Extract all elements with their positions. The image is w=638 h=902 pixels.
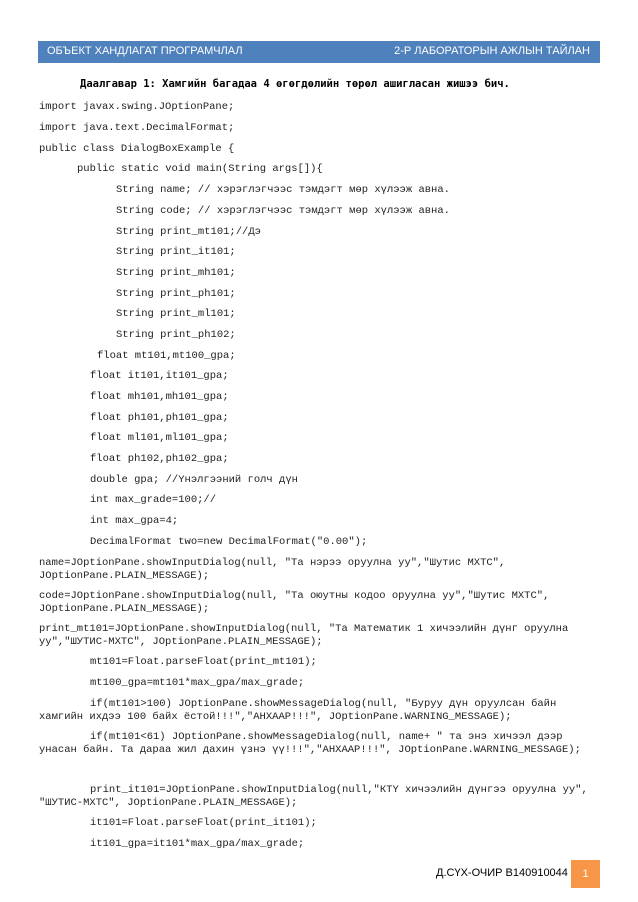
code-line: String print_it101; xyxy=(116,246,236,258)
code-line: it101=Float.parseFloat(print_it101); xyxy=(90,817,317,829)
code-line: float mt101,mt100_gpa; xyxy=(97,350,236,362)
code-line: DecimalFormat two=new DecimalFormat("0.00"); xyxy=(90,536,368,548)
code-line: if(mt101<61) JOptionPane.showMessageDialog(null, name+ " та энэ хичээл дээр xyxy=(90,731,563,743)
code-line: float it101,it101_gpa; xyxy=(90,370,229,382)
code-line: print_it101=JOptionPane.showInputDialog(null,"КТҮ хичээлийн дүнгээ оруулна уу", xyxy=(90,784,588,796)
code-line: String name; // хэрэглэгчээс тэмдэгт мөр хүлээж авна. xyxy=(116,184,450,196)
code-line: mt101=Float.parseFloat(print_mt101); xyxy=(90,656,317,668)
code-line: double gpa; //Үнэлгээний голч дүн xyxy=(90,474,298,486)
code-line: String print_ml101; xyxy=(116,308,236,320)
code-line: mt100_gpa=mt101*max_gpa/max_grade; xyxy=(90,677,305,689)
code-line: code=JOptionPane.showInputDialog(null, "Та оюутны кодоо оруулна уу","Шутис МХТС", xyxy=(39,590,550,602)
header-course-title: ОБЪЕКТ ХАНДЛАГАТ ПРОГРАМЧЛАЛ xyxy=(47,45,243,57)
code-line: String print_ph101; xyxy=(116,288,236,300)
code-line: public static void main(String args[]){ xyxy=(77,163,323,175)
code-line: if(mt101>100) JOptionPane.showMessageDialog(null, "Буруу дүн оруулсан байн xyxy=(90,698,557,710)
code-line: хамгийн ихдээ 100 байх ёстой!!!","АНХААР!!!", JOptionPane.WARNING_MESSAGE); xyxy=(39,711,512,723)
code-line: float ph102,ph102_gpa; xyxy=(90,453,229,465)
code-line: float ml101,ml101_gpa; xyxy=(90,432,229,444)
page-header xyxy=(38,41,600,63)
code-line: String print_ph102; xyxy=(116,329,236,341)
code-line: String code; // хэрэглэгчээс тэмдэгт мөр хүлээж авна. xyxy=(116,205,450,217)
code-line: JOptionPane.PLAIN_MESSAGE); xyxy=(39,570,210,582)
code-line: it101_gpa=it101*max_gpa/max_grade; xyxy=(90,838,305,850)
code-line: int max_grade=100;// xyxy=(90,494,217,506)
task-heading: Даалгавар 1: Хамгийн багадаа 4 өгөгдөлийн төрөл ашигласан жишээ бич. xyxy=(80,78,510,90)
code-line: public class DialogBoxExample { xyxy=(39,143,235,155)
code-line: int max_gpa=4; xyxy=(90,515,179,527)
code-line: name=JOptionPane.showInputDialog(null, "Та нэрээ оруулна уу","Шутис МХТС", xyxy=(39,557,506,569)
page-number: 1 xyxy=(571,860,600,888)
code-line: уу","ШУТИС-МХТС", JOptionPane.PLAIN_MESSAGE); xyxy=(39,636,323,648)
code-line: float mh101,mh101_gpa; xyxy=(90,391,229,403)
code-line: import java.text.DecimalFormat; xyxy=(39,122,235,134)
code-line: унасан байн. Та дараа жил дахин үзнэ үү!!!","АНХААР!!!", JOptionPane.WARNING_MESSAGE); xyxy=(39,744,581,756)
code-line: import javax.swing.JOptionPane; xyxy=(39,101,235,113)
code-line: float ph101,ph101_gpa; xyxy=(90,412,229,424)
code-line: "ШУТИС-МХТС", JOptionPane.PLAIN_MESSAGE); xyxy=(39,797,298,809)
code-line: print_mt101=JOptionPane.showInputDialog(null, "Та Математик 1 хичээлийн дүнг оруулна xyxy=(39,623,569,635)
header-report-title: 2-Р ЛАБОРАТОРЫН АЖЛЫН ТАЙЛАН xyxy=(394,45,590,57)
code-line: JOptionPane.PLAIN_MESSAGE); xyxy=(39,603,210,615)
footer-author: Д.СҮХ-ОЧИР B140910044 xyxy=(436,867,568,879)
code-line: String print_mh101; xyxy=(116,267,236,279)
code-line: String print_mt101;//Дэ xyxy=(116,226,261,238)
